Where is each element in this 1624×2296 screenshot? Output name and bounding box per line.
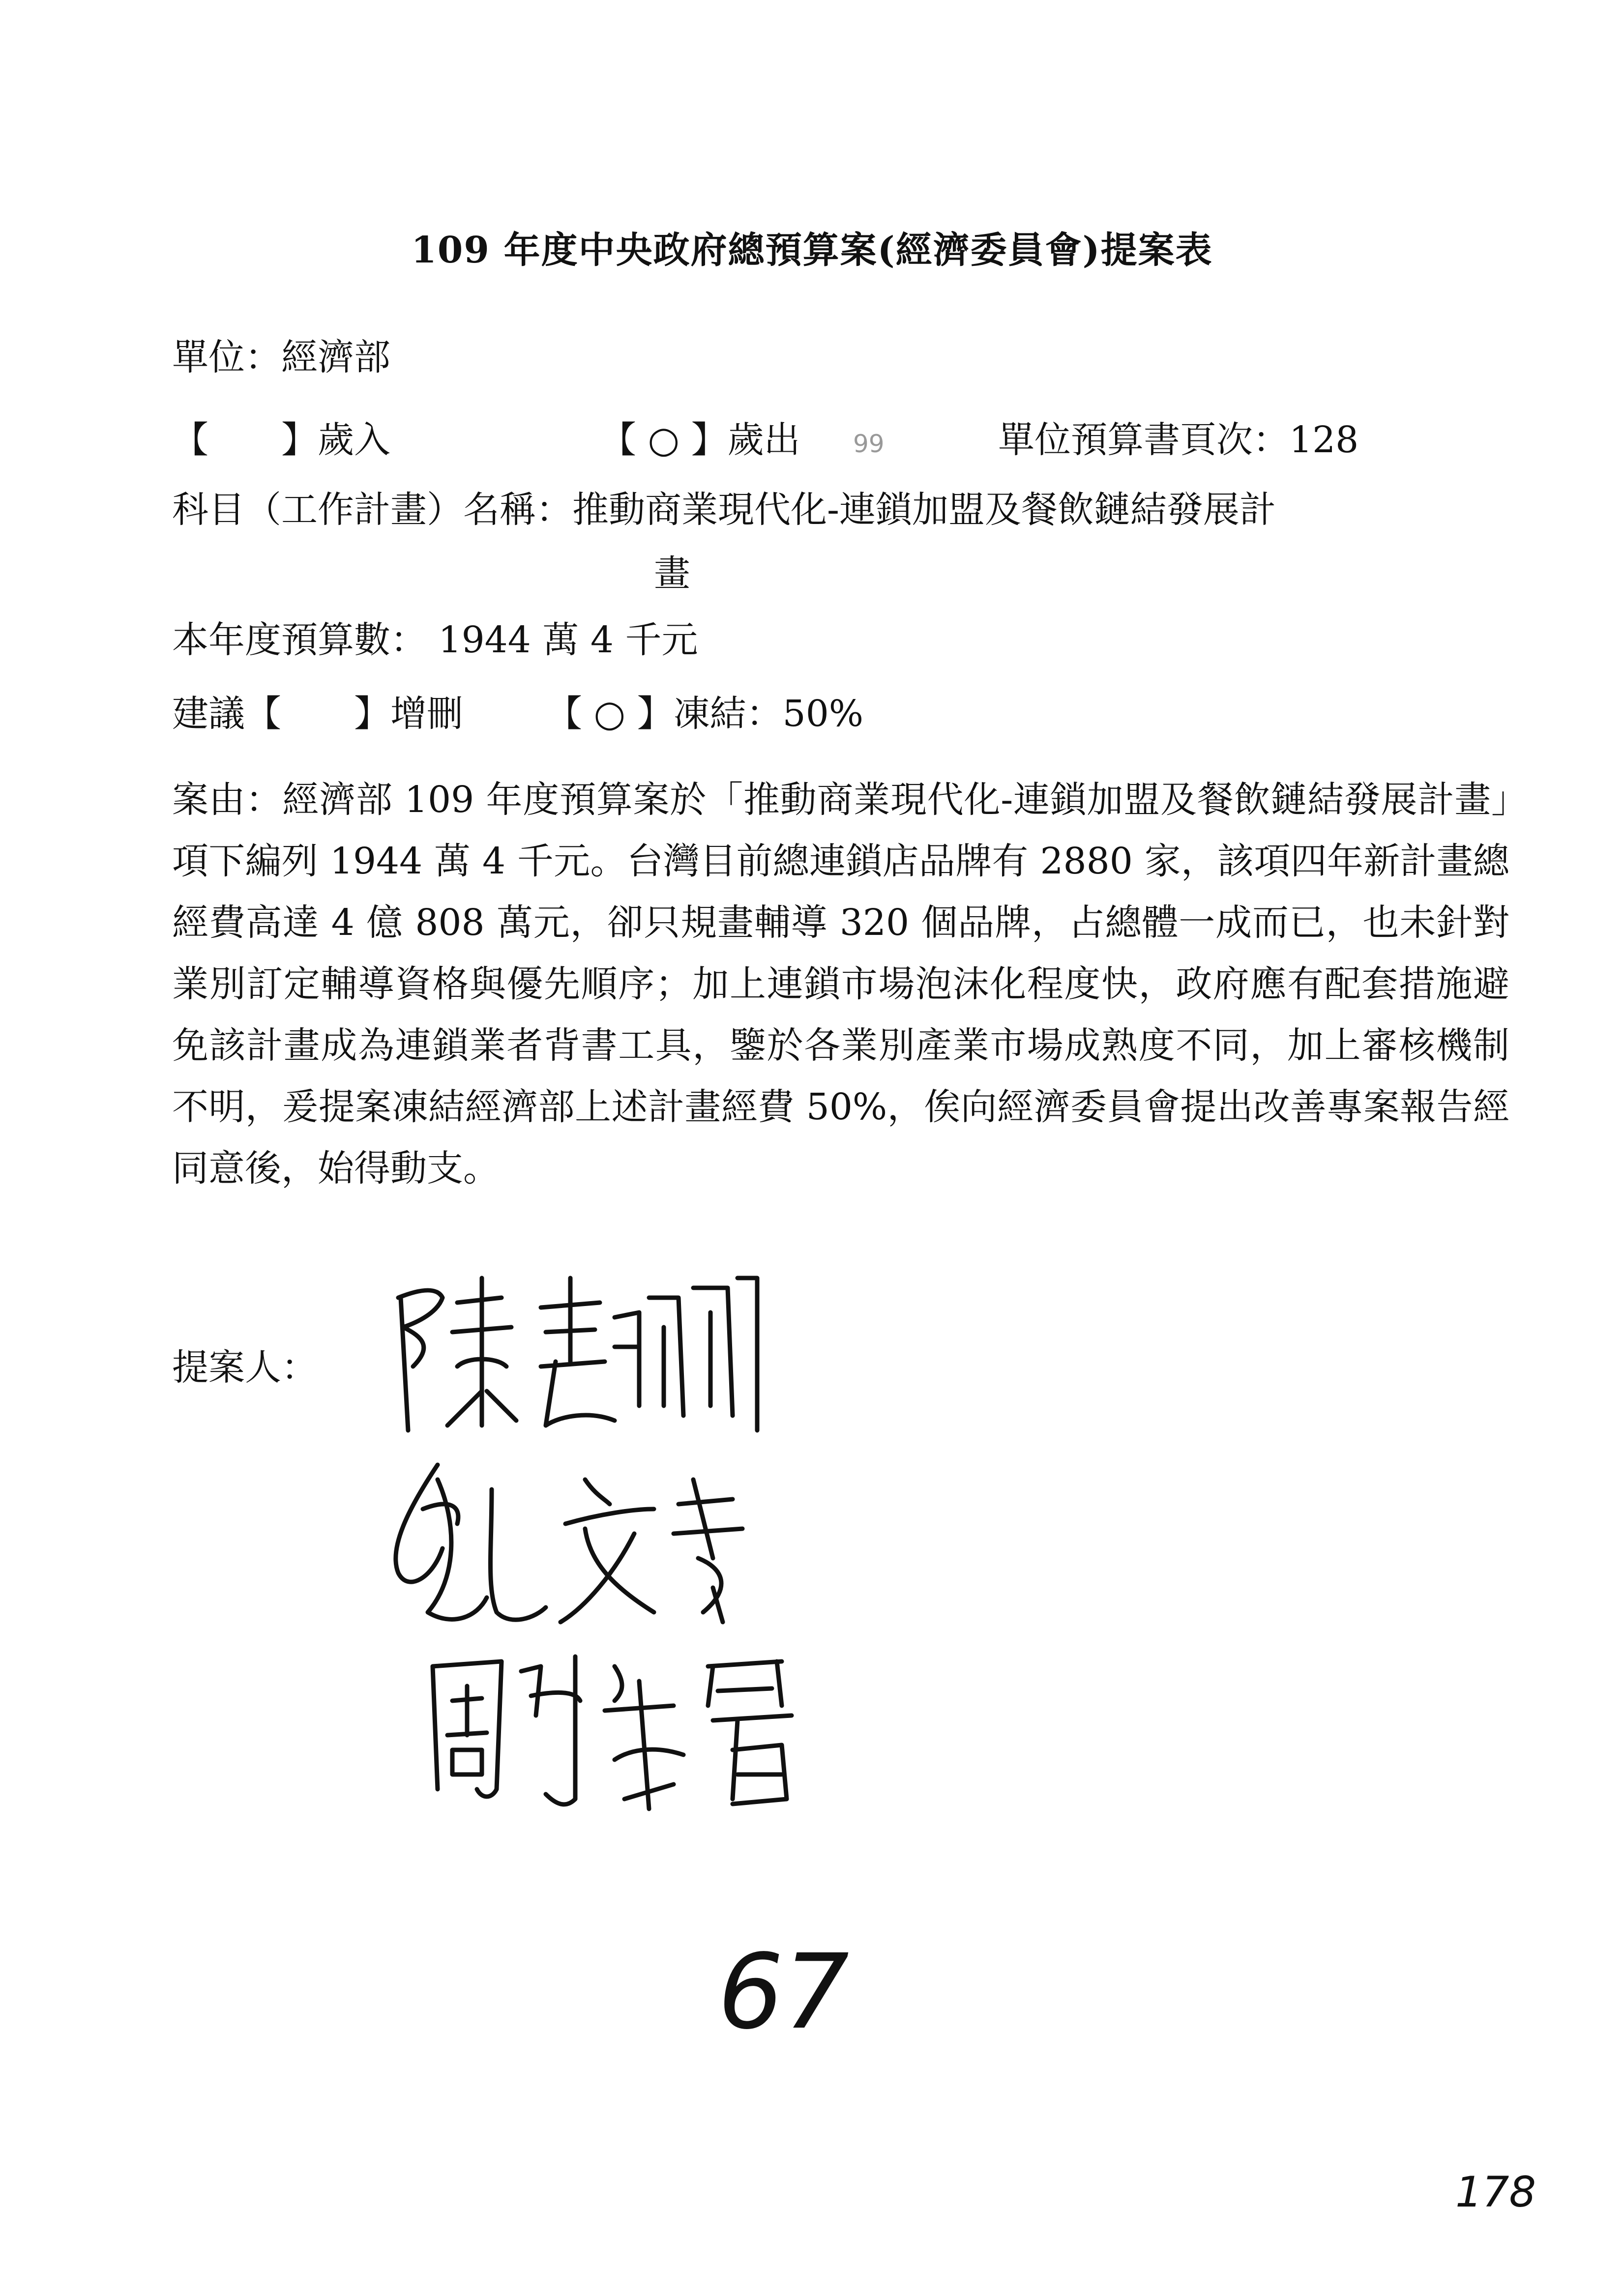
proposer-label: 提案人： [172, 1346, 318, 1389]
suggest-freeze-checkbox: 【 ○ 】凍結：50% [546, 693, 864, 735]
signature-1 [384, 1268, 777, 1445]
expenditure-checkbox: 【 ○ 】歲出 [600, 419, 800, 461]
budget-amount-line: 本年度預算數： 1944 萬 4 千元 [172, 619, 698, 661]
item-name-line-2: 畫 [654, 552, 690, 595]
corner-page-number: 178 [1455, 2168, 1536, 2217]
signature-3 [418, 1637, 821, 1824]
case-reason-paragraph: 案由：經濟部 109 年度預算案於「推動商業現代化-連鎖加盟及餐飲鏈結發展計畫」項下編列 1944 萬 4 千元。台灣目前總連鎖店品牌有 2880 家，該項四年新計畫總經費高達 4 億 808 萬元，卻只規畫輔導 320 個品牌，占總體一成而已，也未針對業別訂定輔導資格與優先順序；加上連鎖市場泡沫化程度快，政府應有配套措施避免該計畫成為連鎖業者背書工具，鑒於各業別產業市場成熟度不同，加上審核機制不明，爰提案凍結經濟部上述計畫經費 50%，俟向經濟委員會提出改善專案報告經同意後，始得動支。 [172, 779, 1509, 1190]
signature-2 [379, 1450, 821, 1657]
expenditure-handwritten-code: 99 [853, 430, 885, 458]
suggestion-line [172, 693, 1509, 735]
revenue-expenditure-line [172, 419, 1509, 461]
unit-line: 單位：經濟部 [172, 336, 390, 378]
suggest-change-checkbox: 建議【 】增刪 [172, 693, 463, 735]
handwritten-number: 67 [718, 1932, 850, 2052]
document-title: 109 年度中央政府總預算案(經濟委員會)提案表 [411, 229, 1213, 271]
item-name-line-1: 科目（工作計畫）名稱：推動商業現代化-連鎖加盟及餐飲鏈結發展計 [172, 489, 1276, 531]
budget-page-number: 單位預算書頁次：128 [998, 419, 1359, 461]
revenue-checkbox: 【 】歲入 [172, 419, 390, 461]
